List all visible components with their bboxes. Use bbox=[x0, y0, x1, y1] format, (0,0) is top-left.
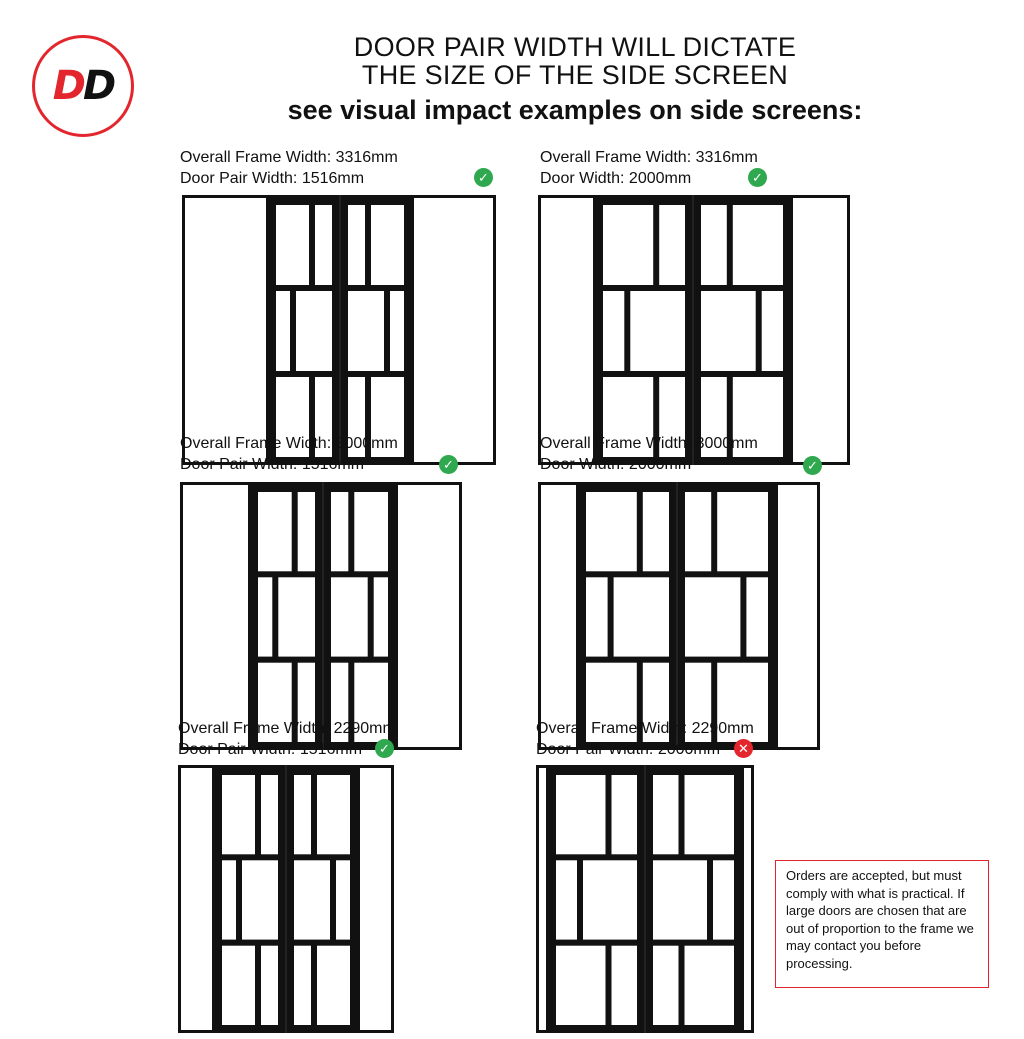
frame-width-label: Overall Frame Width: 3000mm bbox=[540, 435, 758, 452]
glass-pane bbox=[261, 946, 278, 1025]
frame-width-label: Overall Frame Width: 3316mm bbox=[180, 149, 398, 166]
glass-pane bbox=[276, 205, 309, 285]
right-side-screen bbox=[793, 198, 847, 462]
title-line-1: DOOR PAIR WIDTH WILL DICTATE bbox=[353, 32, 797, 62]
glass-pane bbox=[586, 577, 608, 656]
title-line-2: THE SIZE OF THE SIDE SCREEN bbox=[361, 60, 789, 90]
glass-pane bbox=[653, 775, 679, 854]
right-side-screen bbox=[360, 768, 391, 1030]
glass-pane bbox=[258, 577, 272, 656]
check-mark-icon: ✓ bbox=[439, 455, 458, 474]
frame-width-label: Overall Frame Width: 3316mm bbox=[540, 149, 758, 166]
glass-pane bbox=[331, 492, 348, 571]
door-frame-diagram bbox=[180, 148, 502, 471]
right-side-screen bbox=[778, 485, 817, 747]
glass-pane bbox=[603, 291, 624, 371]
glass-pane bbox=[653, 860, 707, 939]
logo-text: DD bbox=[52, 63, 114, 109]
glass-pane bbox=[685, 492, 711, 571]
glass-pane bbox=[586, 492, 637, 571]
glass-pane bbox=[603, 205, 653, 285]
glass-pane bbox=[653, 946, 679, 1025]
glass-pane bbox=[374, 577, 388, 656]
glass-pane bbox=[659, 205, 685, 285]
glass-pane bbox=[315, 205, 332, 285]
glass-pane bbox=[294, 860, 330, 939]
glass-pane bbox=[276, 291, 290, 371]
door-width-label: Door Width: 2000mm bbox=[540, 456, 692, 473]
glass-pane bbox=[317, 946, 350, 1025]
glass-pane bbox=[612, 946, 638, 1025]
left-side-screen bbox=[183, 485, 248, 747]
right-side-screen bbox=[744, 768, 751, 1030]
glass-pane bbox=[222, 946, 255, 1025]
glass-pane bbox=[294, 775, 311, 854]
door-frame-diagram bbox=[540, 148, 856, 471]
dd-logo bbox=[32, 35, 134, 137]
glass-pane bbox=[294, 946, 311, 1025]
left-side-screen bbox=[185, 198, 266, 462]
door-frame-diagram bbox=[180, 434, 468, 756]
door-width-label: Door Pair Width: 1516mm bbox=[180, 456, 365, 473]
glass-pane bbox=[278, 577, 315, 656]
frame-width-label: Overall Frame Width: 2290mm bbox=[536, 720, 754, 737]
glass-pane bbox=[556, 860, 577, 939]
glass-pane bbox=[242, 860, 278, 939]
right-side-screen bbox=[414, 198, 493, 462]
door-width-label: Door Pair Width: 1516mm bbox=[180, 170, 365, 187]
glass-pane bbox=[556, 946, 606, 1025]
door-width-label: Door Pair Width: 1516mm bbox=[178, 741, 363, 758]
glass-pane bbox=[336, 860, 350, 939]
glass-pane bbox=[733, 205, 783, 285]
glass-pane bbox=[222, 860, 236, 939]
door-width-label: Door Pair Width: 2000mm bbox=[536, 741, 721, 758]
glass-pane bbox=[371, 205, 404, 285]
door-frame-diagram bbox=[178, 719, 400, 1039]
glass-pane bbox=[701, 205, 727, 285]
glass-pane bbox=[296, 291, 332, 371]
frame-width-label: Overall Frame Width: 3000mm bbox=[180, 435, 398, 452]
glass-pane bbox=[298, 492, 315, 571]
glass-pane bbox=[222, 775, 255, 854]
check-mark-icon: ✓ bbox=[375, 739, 394, 758]
door-width-label: Door Width: 2000mm bbox=[540, 170, 692, 187]
glass-pane bbox=[348, 291, 384, 371]
glass-pane bbox=[685, 946, 735, 1025]
glass-pane bbox=[717, 492, 768, 571]
subtitle: see visual impact examples on side screens: bbox=[287, 95, 863, 125]
glass-pane bbox=[762, 291, 783, 371]
door-frame-diagram bbox=[536, 719, 760, 1039]
glass-pane bbox=[713, 860, 734, 939]
door-frame-diagram bbox=[540, 434, 826, 756]
glass-pane bbox=[630, 291, 685, 371]
glass-pane bbox=[317, 775, 350, 854]
left-side-screen bbox=[541, 485, 576, 747]
glass-pane bbox=[746, 577, 768, 656]
glass-pane bbox=[354, 492, 388, 571]
check-mark-icon: ✓ bbox=[803, 456, 822, 475]
cross-mark-icon: ✕ bbox=[734, 739, 753, 758]
check-mark-icon: ✓ bbox=[748, 168, 767, 187]
glass-pane bbox=[390, 291, 404, 371]
right-side-screen bbox=[398, 485, 459, 747]
left-side-screen bbox=[539, 768, 546, 1030]
glass-pane bbox=[701, 291, 756, 371]
glass-pane bbox=[685, 775, 735, 854]
left-side-screen bbox=[541, 198, 593, 462]
glass-pane bbox=[643, 492, 669, 571]
check-mark-icon: ✓ bbox=[474, 168, 493, 187]
glass-pane bbox=[556, 775, 606, 854]
frame-width-label: Overall Frame Width: 2290mm bbox=[178, 720, 396, 737]
glass-pane bbox=[258, 492, 292, 571]
glass-pane bbox=[331, 577, 368, 656]
glass-pane bbox=[685, 577, 740, 656]
glass-pane bbox=[583, 860, 637, 939]
left-side-screen bbox=[181, 768, 212, 1030]
glass-pane bbox=[612, 775, 638, 854]
glass-pane bbox=[348, 205, 365, 285]
glass-pane bbox=[261, 775, 278, 854]
glass-pane bbox=[614, 577, 669, 656]
practicality-note: Orders are accepted, but must comply with what is practical. If large doors are chosen that are out of proportion to the frame we may contact you before processing. bbox=[775, 860, 989, 988]
